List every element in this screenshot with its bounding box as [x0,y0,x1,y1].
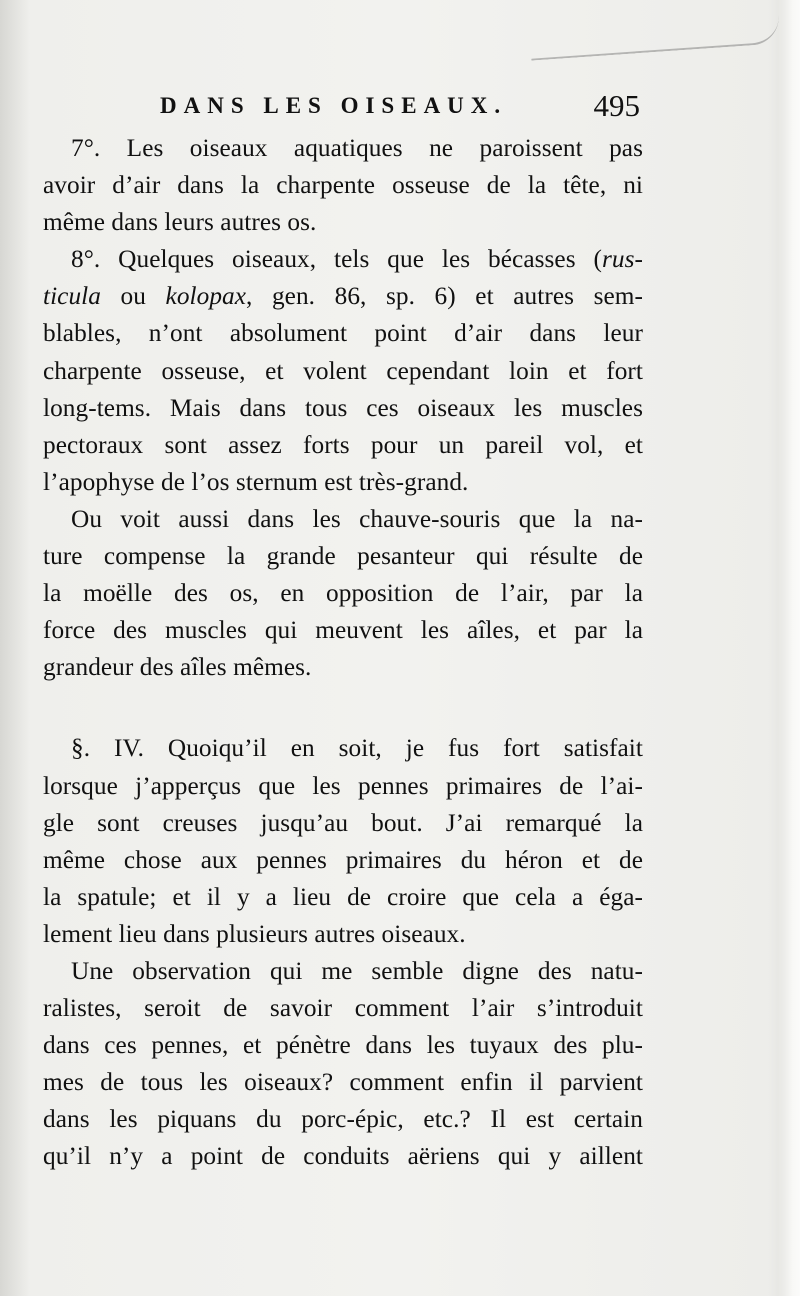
paragraph-gap [43,686,643,730]
text-line-with-italic: ticula ou kolopax, gen. 86, sp. 6) et autres sem- [43,282,643,311]
text-line: qu’il n’y a point de conduits aëriens qui y aillent [43,1142,643,1171]
italic-term-rus: rus- [601,245,643,274]
text-line: §. IV. Quoiqu’il en soit, je fus fort satisfait [71,734,643,763]
text-line: lement lieu dans plusieurs autres oiseaux. [43,919,466,948]
text-line: lorsque j’apperçus que les pennes primaires de l’ai- [43,771,643,800]
text-line: long-tems. Mais dans tous ces oiseaux les muscles [43,393,643,422]
page-number: 495 [593,88,640,123]
text-line: ralistes, seroit de savoir comment l’air s’introduit [43,994,643,1023]
body-text [43,130,643,1176]
top-ink-smudge [529,15,780,60]
text-line: avoir d’air dans la charpente osseuse de la tête, ni [43,171,643,200]
text-line: même dans leurs autres os. [43,208,317,237]
italic-term-kolopax: kolopax [165,282,247,311]
text-line: blables, n’ont absolument point d’air dans leur [43,319,643,348]
text-line: Ou voit aussi dans les chauve-souris que la na- [71,504,643,533]
text-line: dans les piquans du porc-épic, etc.? Il est certain [43,1105,643,1134]
text-line: la spatule; et il y a lieu de croire que cela a éga- [43,882,643,911]
text-line: charpente osseuse, et volent cependant loin et fort [43,356,643,385]
text-line: force des muscles qui meuvent les aîles, et par la [43,616,643,645]
paragraph-chauve-souris [43,501,643,686]
page-edge [778,0,800,1296]
italic-term-ticula: ticula [43,282,101,311]
paragraph-8 [43,241,643,501]
text-line: pectoraux sont assez forts pour un pareil vol, et [43,430,643,459]
text-line: ture compense la grande pesanteur qui résulte de [43,542,643,571]
text-line: gle sont creuses jusqu’au bout. J’ai remarqué la [43,808,643,837]
text-line: mes de tous les oiseaux? comment enfin il parvient [43,1068,643,1097]
paragraph-7 [43,130,643,241]
text-line: même chose aux pennes primaires du héron et de [43,845,643,874]
text-line-with-italic: 8°. Quelques oiseaux, tels que les bécasses (rus- [71,245,643,274]
running-head: DANS LES OISEAUX. [160,93,508,118]
running-header [43,88,640,128]
text-line: l’apophyse de l’os sternum est très-grand. [43,467,469,496]
section-iv-paragraph [43,730,643,953]
text-line: la moëlle des os, en opposition de l’air, par la [43,579,643,608]
text-line: Une observation qui me semble digne des natu- [71,956,643,985]
text-line: dans ces pennes, et pénètre dans les tuyaux des plu- [43,1031,643,1060]
text-line: 7°. Les oiseaux aquatiques ne paroissent pas [71,134,643,162]
observation-paragraph [43,953,643,1176]
text-line: grandeur des aîles mêmes. [43,653,312,682]
